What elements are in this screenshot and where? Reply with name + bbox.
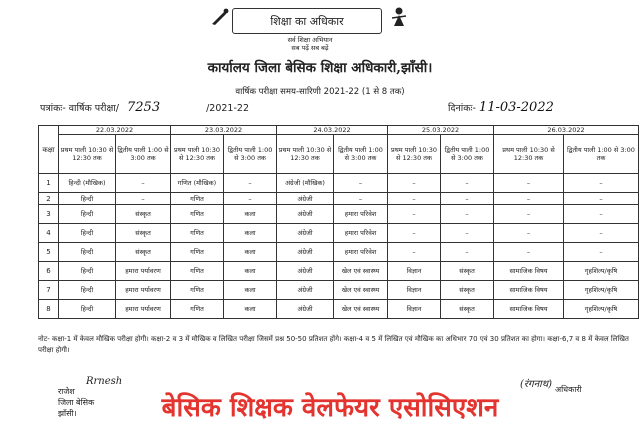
subject-cell: –	[441, 174, 494, 193]
subject-cell: विज्ञान	[388, 262, 441, 281]
subject-cell: गृहशिल्प/कृषि	[564, 281, 639, 300]
subject-cell: हमारा परिवेश	[334, 224, 388, 243]
subject-cell: अंग्रेजी	[277, 243, 334, 262]
subject-cell: अंग्रेजी (मौखिक)	[277, 174, 334, 193]
subject-cell: विज्ञान	[388, 300, 441, 319]
subject-cell: –	[334, 193, 388, 205]
class-number: 6	[39, 262, 59, 281]
subject-cell: –	[494, 205, 564, 224]
exam-timetable	[38, 125, 639, 319]
date-label: दिनांकः-	[448, 103, 476, 114]
subject-cell: कला	[224, 205, 277, 224]
subject-cell: संस्कृत	[116, 224, 171, 243]
subject-cell: हमारा परिवेश	[334, 243, 388, 262]
timetable-row	[39, 281, 639, 300]
subject-cell: हिन्दी	[59, 300, 116, 319]
subject-cell: –	[224, 193, 277, 205]
timetable-row	[39, 300, 639, 319]
slogan-line1: सर्व शिक्षा अभियान	[287, 36, 333, 44]
shift-first-header: प्रथम पाली 10:30 से 12:30 तक	[494, 135, 564, 174]
shift-first-header: प्रथम पाली 10:30 से 12:30 तक	[171, 135, 224, 174]
subject-cell: कला	[224, 262, 277, 281]
shift-second-header: द्वितीय पाली 1:00 से 3:00 तक	[116, 135, 171, 174]
subject-cell: संस्कृत	[116, 243, 171, 262]
subject-cell: –	[494, 243, 564, 262]
reference-year: /2021-22	[206, 103, 249, 114]
subject-cell: –	[224, 174, 277, 193]
exam-note: नोट- कक्षा-1 में केवल मौखिक परीक्षा होगी। कक्षा-2 व 3 में मौखिक व लिखित परीक्षा जिसमें प्रश्न 50-50 प्रतिशत होंगे। कक्षा-4 व 5 में लिखित एवं मौखिक का अधिभार 70 एवं 30 प्रतिशत का होगा। कक्षा-6,7 व 8 में केवल लिखित परीक्षा होगी।	[38, 335, 629, 354]
class-number: 7	[39, 281, 59, 300]
left-signature: Rrnesh	[86, 376, 123, 387]
reference-number	[40, 100, 249, 115]
subject-cell: गणित	[171, 262, 224, 281]
subject-cell: गणित	[171, 243, 224, 262]
timetable-row	[39, 193, 639, 205]
subject-cell: खेल एवं स्वास्थ्य	[334, 300, 388, 319]
class-number: 2	[39, 193, 59, 205]
date-header: 23.03.2022	[171, 126, 277, 135]
subject-cell: –	[334, 174, 388, 193]
subject-cell: हमारा पर्यावरण	[116, 262, 171, 281]
shift-header-row	[39, 135, 639, 174]
slogan	[250, 36, 370, 52]
subject-cell: –	[388, 193, 441, 205]
slogan-line2: सब पढ़ें सब बढ़ें	[291, 44, 329, 52]
subject-cell: विज्ञान	[388, 281, 441, 300]
subject-cell: गणित	[171, 300, 224, 319]
subject-cell: –	[441, 224, 494, 243]
timetable-body	[39, 174, 639, 319]
office-title: कार्यालय जिला बेसिक शिक्षा अधिकारी,झाँसी।	[207, 60, 433, 76]
subject-cell: संस्कृत	[441, 300, 494, 319]
subject-cell: हमारा परिवेश	[334, 205, 388, 224]
timetable-subtitle: वार्षिक परीक्षा समय-सारिणी 2021-22 (1 से 8 तक)	[235, 87, 405, 97]
class-header: कक्षा	[39, 126, 59, 174]
date-header-row	[39, 126, 639, 135]
subject-cell: गणित	[171, 224, 224, 243]
subject-cell: खेल एवं स्वास्थ्य	[334, 262, 388, 281]
reference-handwritten-number: 7253	[127, 100, 161, 115]
timetable-row	[39, 243, 639, 262]
footer-left-line3: झाँसी।	[58, 409, 77, 418]
subject-cell: अंग्रेजी	[277, 262, 334, 281]
timetable-row	[39, 224, 639, 243]
class-number: 4	[39, 224, 59, 243]
subject-cell: गणित	[171, 281, 224, 300]
reference-date	[448, 100, 554, 115]
footer-left-line1: राजेश	[58, 387, 75, 396]
subject-cell: अंग्रेजी	[277, 281, 334, 300]
date-handwritten-value: 11-03-2022	[478, 100, 554, 115]
subject-cell: गणित	[171, 193, 224, 205]
subject-cell: –	[388, 243, 441, 262]
right-signature: (रंगनाथ)	[520, 379, 553, 390]
subject-cell: –	[388, 174, 441, 193]
subject-cell: –	[494, 224, 564, 243]
timetable-row	[39, 205, 639, 224]
logo-child-figure-icon	[388, 6, 410, 28]
shift-second-header: द्वितीय पाली 1:00 से 3:00 तक	[441, 135, 494, 174]
class-number: 5	[39, 243, 59, 262]
subject-cell: संस्कृत	[441, 281, 494, 300]
timetable-row	[39, 262, 639, 281]
subject-cell: –	[441, 243, 494, 262]
subject-cell: अंग्रेजी	[277, 205, 334, 224]
subject-cell: –	[116, 174, 171, 193]
subject-cell: गणित (मौखिक)	[171, 174, 224, 193]
class-number: 8	[39, 300, 59, 319]
subject-cell: अंग्रेजी	[277, 193, 334, 205]
subject-cell: गृहशिल्प/कृषि	[564, 300, 639, 319]
subject-cell: गणित	[171, 205, 224, 224]
logo-pencil-figure-icon	[210, 6, 232, 28]
subject-cell: संस्कृत	[116, 205, 171, 224]
date-header: 25.03.2022	[388, 126, 494, 135]
subject-cell: –	[388, 224, 441, 243]
subject-cell: –	[116, 193, 171, 205]
subject-cell: अंग्रेजी	[277, 300, 334, 319]
class-number: 1	[39, 174, 59, 193]
subject-cell: हिन्दी	[59, 205, 116, 224]
association-watermark: बेसिक शिक्षक वेलफेयर एसोसिएशन	[161, 393, 499, 423]
subject-cell: खेल एवं स्वास्थ्य	[334, 281, 388, 300]
subject-cell: कला	[224, 300, 277, 319]
footer-right-designation: अधिकारी	[555, 385, 582, 394]
date-header: 24.03.2022	[277, 126, 388, 135]
shift-second-header: द्वितीय पाली 1:00 से 3:00 तक	[334, 135, 388, 174]
subject-cell: –	[564, 193, 639, 205]
subject-cell: संस्कृत	[441, 262, 494, 281]
class-number: 3	[39, 205, 59, 224]
subject-cell: हिन्दी	[59, 281, 116, 300]
subject-cell: –	[441, 193, 494, 205]
subject-cell: –	[388, 205, 441, 224]
subject-cell: –	[494, 193, 564, 205]
date-header: 22.03.2022	[59, 126, 171, 135]
subject-cell: सामाजिक विषय	[494, 300, 564, 319]
subject-cell: हमारा पर्यावरण	[116, 281, 171, 300]
subject-cell: –	[564, 243, 639, 262]
subject-cell: कला	[224, 243, 277, 262]
subject-cell: हमारा पर्यावरण	[116, 300, 171, 319]
subject-cell: कला	[224, 281, 277, 300]
subject-cell: –	[564, 205, 639, 224]
logo-text: शिक्षा का अधिकार	[270, 14, 344, 28]
subject-cell: हिन्दी	[59, 243, 116, 262]
subject-cell: हिन्दी	[59, 262, 116, 281]
subject-cell: गृहशिल्प/कृषि	[564, 262, 639, 281]
subject-cell: सामाजिक विषय	[494, 262, 564, 281]
shift-second-header: द्वितीय पाली 1:00 से 3:00 तक	[224, 135, 277, 174]
reference-label: पत्रांकः- वार्षिक परीक्षा/	[40, 103, 119, 114]
shift-second-header: द्वितीय पाली 1:00 से 3:00 तक	[564, 135, 639, 174]
shift-first-header: प्रथम पाली 10:30 से 12:30 तक	[59, 135, 116, 174]
subject-cell: कला	[224, 224, 277, 243]
shift-first-header: प्रथम पाली 10:30 से 12:30 तक	[388, 135, 441, 174]
subject-cell: सामाजिक विषय	[494, 281, 564, 300]
timetable-row	[39, 174, 639, 193]
footer-left-line2: जिला बेसिक	[58, 398, 95, 407]
subject-cell: हिन्दी	[59, 224, 116, 243]
date-header: 26.03.2022	[494, 126, 639, 135]
shift-first-header: प्रथम पाली 10:30 से 12:30 तक	[277, 135, 334, 174]
subject-cell: हिन्दी	[59, 193, 116, 205]
subject-cell: –	[564, 224, 639, 243]
subject-cell: –	[441, 205, 494, 224]
logo-right-to-education	[232, 8, 382, 34]
subject-cell: अंग्रेजी	[277, 224, 334, 243]
subject-cell: हिन्दी (मौखिक)	[59, 174, 116, 193]
subject-cell: –	[564, 174, 639, 193]
subject-cell: –	[494, 174, 564, 193]
